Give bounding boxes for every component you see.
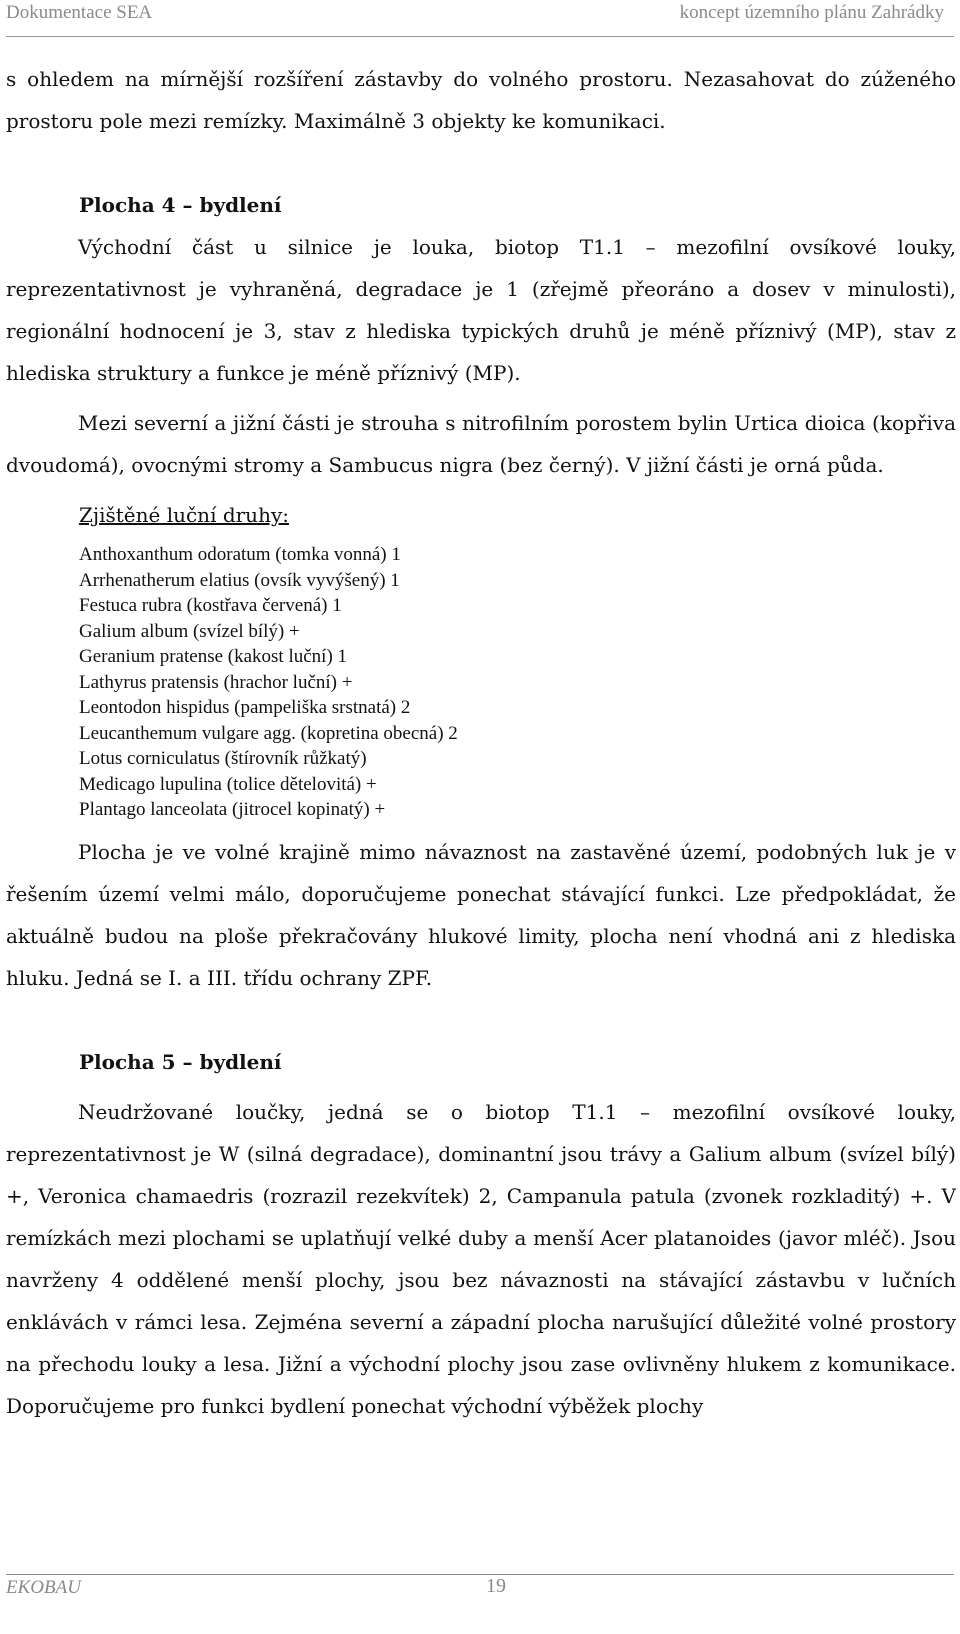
- species-item: Plantago lanceolata (jitrocel kopinatý) +: [79, 799, 386, 820]
- page-content: [6, 58, 956, 1427]
- species-item: Medicago lupulina (tolice dětelovitá) +: [79, 773, 377, 795]
- plocha5-paragraph-1: Neudržované loučky, jedná se o biotop T1.1 – mezofilní ovsíkové louky, reprezentativnost je W (silná degradace), dominantní jsou trávy a Galium album (svízel bílý) +, Veronica chamaedris (rozrazil rezekvítek) 2, Campanula patula (zvonek rozkladitý) +. V remízkách mezi plochami se uplatňují velké duby a menší Acer platanoides (javor mléč). Jsou navrženy 4 oddělené menší plochy, jsou bez návaznosti na stávající zástavbu v lučních enklávách v rámci lesa. Zejména severní a západní plocha narušující důležité volné prostory na přechodu louky a lesa. Jižní a východní plochy jsou zase ovlivněny hlukem z komunikace. Doporučujeme pro funkci bydlení ponechat východní výběžek plochy: [6, 1099, 956, 1418]
- section-heading-plocha-5: Plocha 5 – bydlení: [79, 1049, 282, 1074]
- species-item: Arrhenatherum elatius (ovsík vyvýšený) 1: [79, 569, 400, 591]
- species-item: Leontodon hispidus (pampeliška srstnatá) 2: [79, 697, 411, 718]
- species-item: Lathyrus pratensis (hrachor luční) +: [79, 671, 353, 693]
- footer-company: EKOBAU: [6, 1577, 81, 1598]
- page-footer: [6, 1574, 954, 1609]
- header-document-title: Dokumentace SEA: [6, 2, 153, 23]
- species-item: Anthoxanthum odoratum (tomka vonná) 1: [79, 544, 401, 565]
- species-item: Geranium pratense (kakost luční) 1: [79, 646, 348, 667]
- species-list: [6, 542, 956, 823]
- species-item: Galium album (svízel bílý) +: [79, 620, 300, 642]
- header-project-title: koncept územního plánu Zahrádky: [679, 2, 944, 23]
- species-item: Festuca rubra (kostřava červená) 1: [79, 595, 342, 616]
- section-heading-plocha-4: Plocha 4 – bydlení: [79, 193, 282, 217]
- plocha4-paragraph-3: Plocha je ve volné krajině mimo návaznost na zastavěné území, podobných luk je v řešením území velmi málo, doporučujeme ponechat stávající funkci. Lze předpokládat, že aktuálně budou na ploše překračovány hlukové limity, plocha není vhodná ani z hlediska hluku. Jedná se I. a III. třídu ochrany ZPF.: [6, 839, 956, 990]
- page-number: 19: [486, 1575, 506, 1597]
- plocha4-paragraph-2: Mezi severní a jižní části je strouha s nitrofilním porostem bylin Urtica dioica (kopřiva dvoudomá), ovocnými stromy a Sambucus nigra (bez černý). V jižní části je orná půda.: [6, 411, 956, 477]
- species-item: Lotus corniculatus (štírovník růžkatý): [79, 748, 367, 769]
- plocha4-paragraph-1: Východní část u silnice je louka, biotop T1.1 – mezofilní ovsíkové louky, reprezentativnost je vyhraněná, degradace je 1 (zřejmě přeoráno a dosev v minulosti), regionální hodnocení je 3, stav z hlediska typických druhů je méně příznivý (MP), stav z hlediska struktury a funkce je méně příznivý (MP).: [6, 235, 956, 385]
- species-list-heading: Zjištěné luční druhy:: [79, 503, 289, 527]
- page-header: [6, 0, 954, 37]
- continued-paragraph: s ohledem na mírnější rozšíření zástavby do volného prostoru. Nezasahovat do zúženého prostoru pole mezi remízky. Maximálně 3 objekty ke komunikaci.: [6, 67, 956, 133]
- species-item: Leucanthemum vulgare agg. (kopretina obecná) 2: [79, 722, 458, 744]
